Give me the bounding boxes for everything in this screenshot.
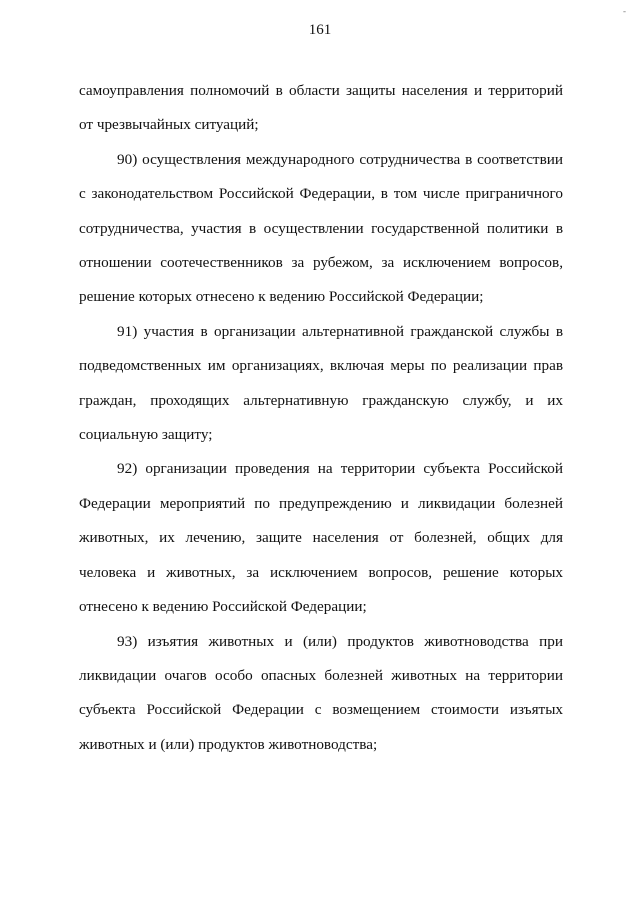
- page-number: 161: [308, 22, 332, 38]
- paragraph-item-91: 91) участия в организации альтернативной гражданской службы в подведомственных им организациях, включая меры по реализации прав граждан, проходящих альтернативную гражданскую службу, и их социальную защиту;: [79, 322, 563, 444]
- paragraph-item-92: 92) организации проведения на территории субъекта Российской Федерации мероприятий по предупреждению и ликвидации болезней животных, их лечению, защите населения от болезней, общих для человека и животных, за исключением вопросов, решение которых отнесено к ведению Российской Федерации;: [79, 460, 563, 616]
- document-body: [79, 74, 563, 762]
- paragraph-continuation: самоуправления полномочий в области защиты населения и территорий от чрезвычайных ситуаций;: [79, 82, 563, 134]
- paragraph-item-93: 93) изъятия животных и (или) продуктов животноводства при ликвидации очагов особо опасных болезней животных на территории субъекта Российской Федерации с возмещением стоимости изъятых животных и (или) продуктов животноводства;: [79, 632, 563, 753]
- paragraph-item-90: 90) осуществления международного сотрудничества в соответствии с законодательством Российской Федерации, в том числе приграничного сотрудничества, участия в осуществлении государственной политики в отношении соотечественников за рубежом, за исключением вопросов, решение которых отнесено к ведению Российской Федерации;: [79, 150, 563, 306]
- corner-mark: -: [623, 6, 626, 16]
